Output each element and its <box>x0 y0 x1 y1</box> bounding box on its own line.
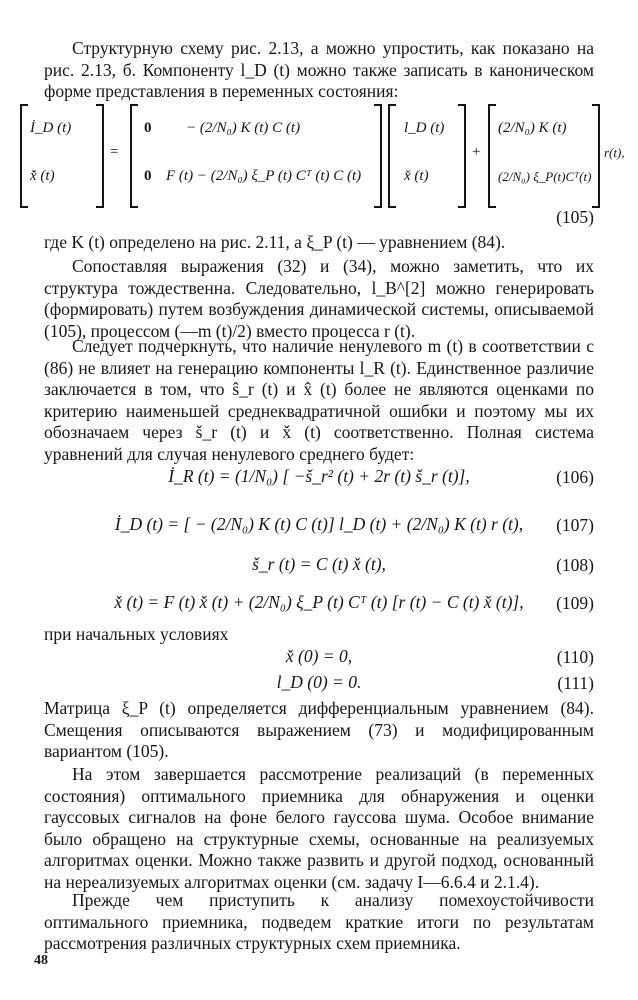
plus-sign: + <box>472 144 481 160</box>
bracket-right <box>592 104 600 208</box>
equation-106-body: İ_R (t) = (1/N₀) [ −š_r² (t) + 2r (t) š_r (t)], <box>168 466 470 487</box>
equation-109-body: x̌̇ (t) = F (t) x̌ (t) + (2/N₀) ξ_P (t) Cᵀ (t) [r (t) − C (t) x̌ (t)], <box>114 592 524 613</box>
matrix-a11: 0 <box>144 120 152 136</box>
paragraph-matrix: Матрица ξ_P (t) определяется дифференциальным уравнением (84). Смещения описываются выражением (73) и модифицированным вариантом (105). <box>44 698 594 761</box>
equation-111-body: l_D (0) = 0. <box>276 672 362 693</box>
equation-number-111: (111) <box>557 673 594 693</box>
paragraph-nonzero-mean: Следует подчеркнуть, что наличие ненулевого m (t) в соответствии с (86) не влияет на генерацию компоненты l_R (t). Единственное различие заключается в том, что ŝ_r (t) и x̂ (t) более не являются оценками по критерию наименьшей среднеквадратичной ошибки и поэтому мы их обозначаем через š_r (t) и x̌ (t) соответственно. Полная система уравнений для случая ненулевого среднего будет: <box>44 336 594 464</box>
bracket-right <box>374 104 382 208</box>
equation-109 <box>44 590 594 616</box>
bracket-right <box>458 104 466 208</box>
input-row-2: (2/N₀) ξ_P(t)Cᵀ(t) <box>498 169 592 184</box>
lhs-row-2: x̌̇ (t) <box>30 168 55 184</box>
input-signal: r(t), <box>604 145 625 160</box>
equation-number-109: (109) <box>556 593 594 613</box>
equation-108-body: š_r (t) = C (t) x̌ (t), <box>252 554 386 575</box>
bracket-right <box>96 104 104 208</box>
bracket-left <box>130 104 138 208</box>
state-row-2: x̌ (t) <box>404 168 429 184</box>
equation-number-106: (106) <box>556 467 594 487</box>
paragraph-comparison: Сопоставляя выражения (32) и (34), можно заметить, что их структура тождественна. Следовательно, l_B^[2] можно генерировать (формировать) путем возбуждения динамической системы, описываемой (105), процессом (—m (t)/2) вместо процесса r (t). <box>44 256 594 341</box>
equals-sign: = <box>110 144 119 160</box>
equation-number-105: (105) <box>556 207 594 227</box>
paragraph-intro: Структурную схему рис. 2.13, а можно упростить, как показано на рис. 2.13, б. Компоненту l_D (t) можно также записать в каноническом форме представления в переменных состояния: <box>44 38 594 101</box>
equation-number-110: (110) <box>556 647 594 667</box>
page-number: 48 <box>34 953 48 968</box>
equation-106 <box>44 464 594 490</box>
equation-107 <box>44 512 594 538</box>
equation-110 <box>44 644 594 670</box>
initial-conditions-label: при начальных условиях <box>44 624 229 644</box>
paragraph-summary: Прежде чем приступить к анализу помехоустойчивости оптимального приемника, подведем краткие итоги по результатам рассмотрения различных структурных схем приемника. <box>44 890 594 953</box>
paragraph-conclusion: На этом завершается рассмотрение реализаций (в переменных состояния) оптимального приемника для обнаружения и оценки гауссовых сигналов на фоне белого гауссова шума. Особое внимание было обращено на структурные схемы, основанные на реализуемых алгоритмах оценки. Можно также развить и другой подход, основанный на нереализуемых алгоритмах оценки (см. задачу I—6.6.4 и 2.1.4). <box>44 764 594 892</box>
equation-111 <box>44 670 594 696</box>
equation-108 <box>44 552 594 578</box>
equation-110-body: x̌ (0) = 0, <box>285 646 353 667</box>
equation-number-107: (107) <box>556 515 594 535</box>
input-row-1: (2/N₀) K (t) <box>498 120 567 136</box>
bracket-left <box>20 104 28 208</box>
paragraph-where: где K (t) определено на рис. 2.11, а ξ_P (t) — уравнением (84). <box>44 232 506 252</box>
matrix-a22: F (t) − (2/N₀) ξ_P (t) Cᵀ (t) C (t) <box>166 168 362 184</box>
equation-number-108: (108) <box>556 555 594 575</box>
bracket-left <box>488 104 496 208</box>
lhs-row-1: İ_D (t) <box>30 120 72 136</box>
state-row-1: l_D (t) <box>404 120 445 136</box>
matrix-a12: − (2/N₀) K (t) C (t) <box>186 120 301 136</box>
matrix-equation-105 <box>20 104 625 204</box>
bracket-left <box>388 104 396 208</box>
matrix-a21: 0 <box>144 168 152 184</box>
equation-107-body: İ_D (t) = [ − (2/N₀) K (t) C (t)] l_D (t) + (2/N₀) K (t) r (t), <box>114 514 524 535</box>
